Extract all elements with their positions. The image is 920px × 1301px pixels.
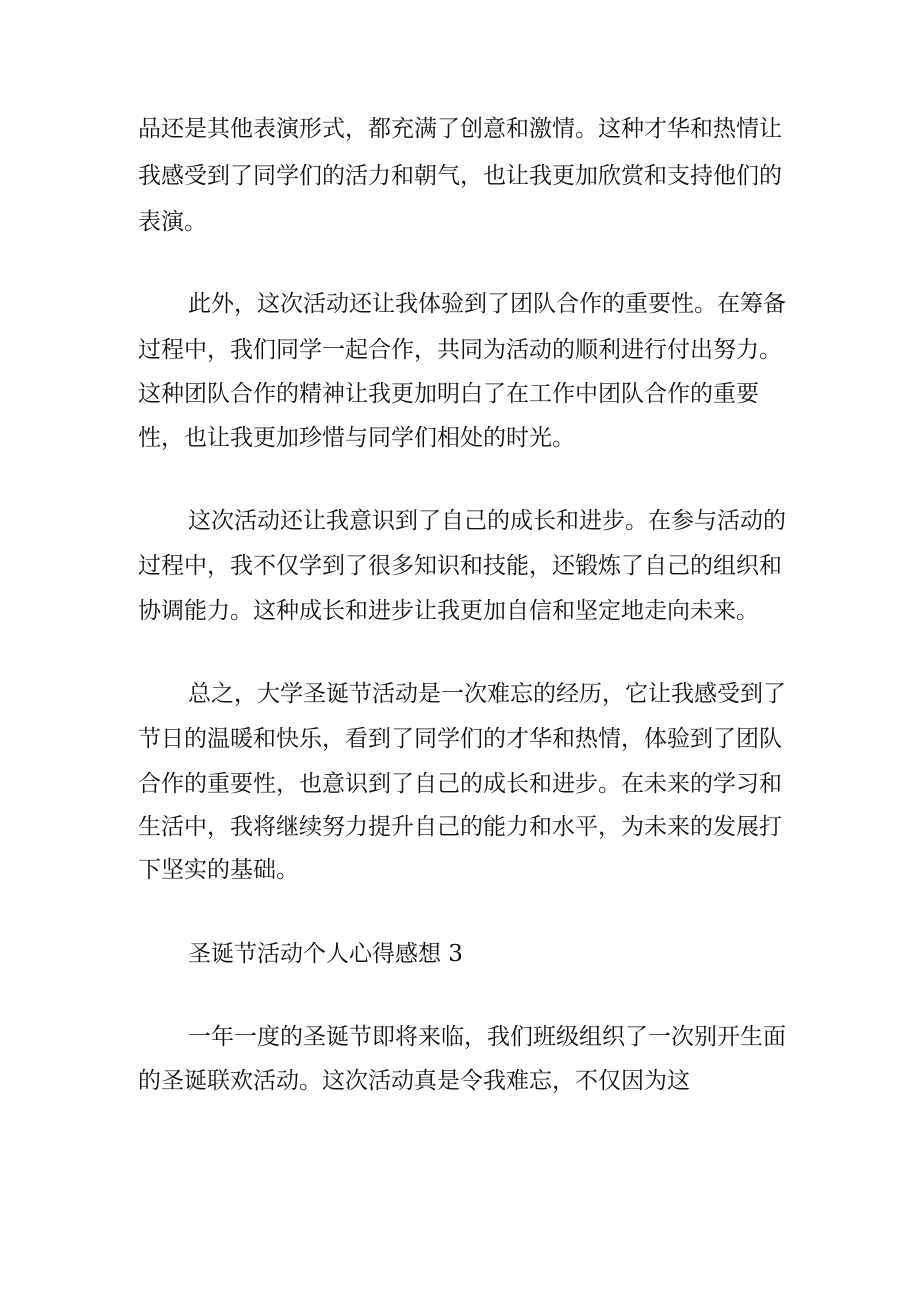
section-heading: 圣诞节活动个人心得感想 3 bbox=[188, 941, 463, 967]
paragraph-1-line-3: 表演。 bbox=[138, 209, 207, 235]
paragraph-4-line-4: 生活中，我将继续努力提升自己的能力和水平，为未来的发展打 bbox=[138, 814, 782, 840]
paragraph-3-line-1: 这次活动还让我意识到了自己的成长和进步。在参与活动的 bbox=[188, 508, 786, 534]
paragraph-3-line-2: 过程中，我不仅学到了很多知识和技能，还锻炼了自己的组织和 bbox=[138, 553, 782, 579]
paragraph-5-line-2: 的圣诞联欢活动。这次活动真是令我难忘，不仅因为这 bbox=[138, 1068, 690, 1094]
paragraph-3-line-3: 协调能力。这种成长和进步让我更加自信和坚定地走向未来。 bbox=[138, 598, 759, 624]
paragraph-4-line-2: 节日的温暖和快乐，看到了同学们的才华和热情，体验到了团队 bbox=[138, 726, 782, 752]
paragraph-2-line-4: 性，也让我更加珍惜与同学们相处的时光。 bbox=[138, 425, 575, 451]
paragraph-1-line-1: 品还是其他表演形式，都充满了创意和激情。这种才华和热情让 bbox=[138, 116, 782, 142]
paragraph-4-line-1: 总之，大学圣诞节活动是一次难忘的经历，它让我感受到了 bbox=[188, 681, 786, 707]
paragraph-2-line-3: 这种团队合作的精神让我更加明白了在工作中团队合作的重要 bbox=[138, 381, 759, 407]
paragraph-2-line-2: 过程中，我们同学一起合作，共同为活动的顺利进行付出努力。 bbox=[138, 337, 782, 363]
paragraph-4-line-3: 合作的重要性，也意识到了自己的成长和进步。在未来的学习和 bbox=[138, 771, 782, 797]
paragraph-4-line-5: 下坚实的基础。 bbox=[138, 857, 299, 883]
paragraph-5-line-1: 一年一度的圣诞节即将来临，我们班级组织了一次别开生面 bbox=[188, 1024, 786, 1050]
paragraph-1-line-2: 我感受到了同学们的活力和朝气，也让我更加欣赏和支持他们的 bbox=[138, 163, 782, 189]
paragraph-2-line-1: 此外，这次活动还让我体验到了团队合作的重要性。在筹备 bbox=[188, 291, 786, 317]
